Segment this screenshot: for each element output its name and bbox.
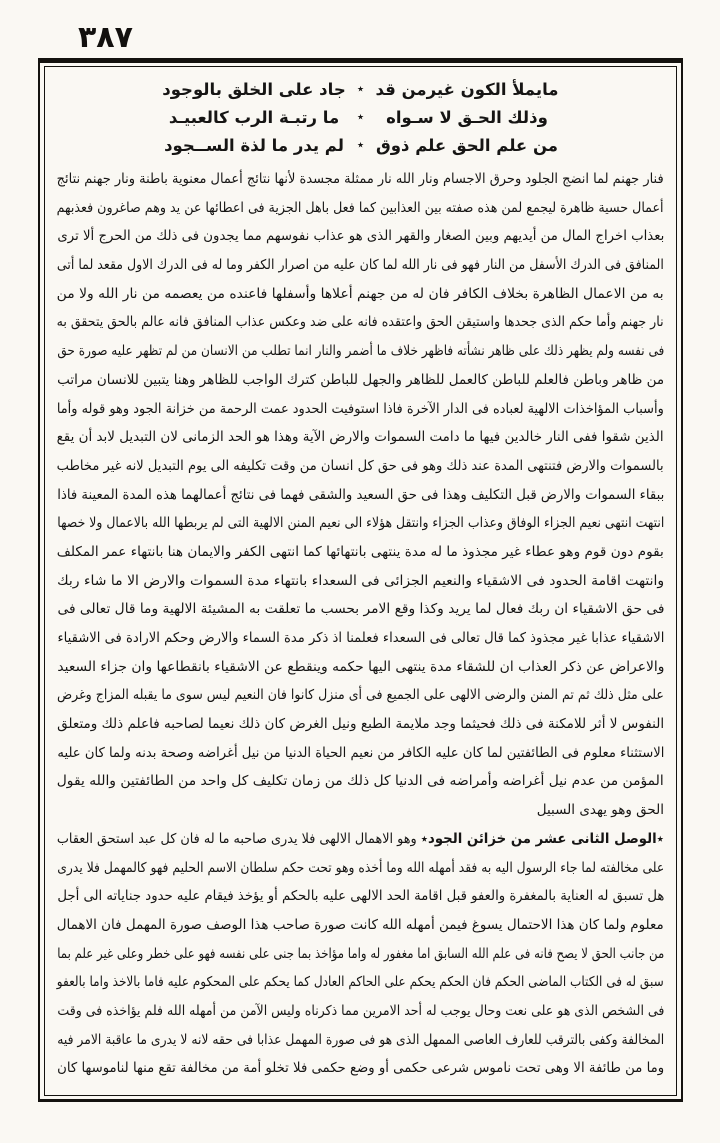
page-inner-frame (44, 66, 677, 1096)
section-heading: ٭الوصل الثانى عشر من خزائن الجود٭ (420, 830, 664, 847)
text-line: بالسموات والارض فتنتهى المدة عند ذلك وهو فى حق كل انسان من وقت تكليفه الى يوم التبديل لانه غير مخاطب (57, 457, 664, 474)
text-line: والاعراض عن ذكر العذاب ان للشقاء مدة ينتهى اليها حكمه وينقطع عن الاشقياء بانقطاعها وان جزاء السعيد (57, 658, 664, 675)
verse-separator-icon: ٭ (356, 109, 365, 125)
text-line: سبق له فى الكتاب الماضى الحكم فان الحكم يحكم على الحاكم العادل كما يحكم على المحكوم عليه فاما بالاخذ واما بالعفو (57, 974, 664, 991)
text-line: فنار جهنم لما انضج الجلود وحرق الاجسام ونار الله نار ممثلة مجسدة لأنها نتائج أعمال معنوية باطنة ونار جهنم نتائج (57, 171, 664, 187)
paragraph-end-line: الحق وهو يهدى السبيل (536, 802, 664, 819)
text-line: المخالفة وكفى بالترقب للعارف العاصى الممهل الذى هو فى صورة المهمل عذابا فى حقه لانه لا يدرى ما عاقبة الامر فيه (57, 1031, 664, 1048)
text-line: هل تسبق له العناية بالمغفرة والعفو قبل اقامة الحد الالهى عليه بالحكم أو يؤخذ فيقام عليه حدود جناياته الى أجل (57, 888, 664, 905)
verse-separator-icon: ٭ (356, 137, 365, 153)
text-line: الاشقياء عذابا غير مجذوذ كما قال تعالى فى السعداء فعلمنا اذ ذكر مدة السماء والارض وحكم الارادة فى الاشقياء (57, 630, 664, 646)
verse-hemistich: ما رتبـة الرب كالعبيـد (168, 107, 340, 127)
text-line: بعذاب اخراج المال من أيديهم وبين الصغار والقهر الذى هو عذاب نفوسهم مما يجدون فى ذلك من الحرج ألا ترى (57, 228, 664, 245)
text-line: فى الشخص الذى هو على نعت وحال يوجب له أحد الامرين مما ذكرناه وليس الآمن من أمهله الله فلم يؤاخذه فى وقت (57, 1002, 664, 1019)
text-line: المؤمن من عدم نيل أغراضه وأمراضه فى الدنيا كل ذلك من زمان تكليف كل واحد من الطائفتين والله يقول (57, 773, 664, 790)
text-line: الاستثناء معلوم فى الطائفتين لما كان عليه الكافر من نعيم الحياة الدنيا من نيل أغراضه وصحة بدنه ولما كان عليه (57, 744, 664, 761)
text-line: فى نفسه ولم يظهر ذلك على ظاهر نشأته فاظهر خلاف ما أضمر والنار انما تطلب من الانسان من لم تظهر عليه صورة حق (57, 343, 664, 360)
text-line: من ظاهر وباطن فالعلم للباطن كالعمل للظاهر والجهل للباطن كترك الواجب للظاهر وهنا يتبين للانسان مراتب (57, 371, 664, 388)
section-heading-line (57, 825, 664, 854)
verse-hemistich: وذلك الحـق لا سـواه (386, 107, 548, 127)
main-text-block (57, 165, 664, 1083)
text-line: نار جهنم وأما حكم الذى جحدها واستيقن الحق واعتقده فانه على ضد وعكس عذاب المنافق فانه عالم بالحق يتحقق به (57, 314, 664, 331)
section-opening-text: وهو الاهمال الالهى فلا يدرى صاحبه ما له فان كل عبد استحق العقاب (57, 830, 421, 847)
text-line: على مخالفته لما جاء الرسول اليه به فقد أمهله الله وما أخذه وهو تحت حكم سلطان الاسم الحليم فهو كالمهمل فلا يدرى (57, 859, 664, 876)
verse-separator-icon: ٭ (356, 81, 365, 97)
text-line: وأسباب المؤاخذات الالهية لعباده فى الدار الآخرة فاذا استوفيت الحدود عمت الرحمة من خزانة الجود وهو قوله وأما (57, 400, 664, 417)
verse-hemistich: لم يدر ما لذة الســجود (164, 135, 344, 155)
text-line: النفوس لا أثر للامكنة فى ذلك فحيثما وجد ملايمة الطبع ونيل الغرض كان ذلك نعيما لصاحبه فاعلم ذلك ومتعلق (57, 716, 664, 733)
text-line: على مثل ذلك ثم تم المنن والرضى الالهى على الجميع فى أى منزل كانوا فان النعيم ليس سوى ما يقبله المزاج وغرض (57, 687, 664, 704)
text-line: وما من طائفة الا وهى تحت ناموس شرعى حكمى أو وضع حكمى فلا تخلو أمة من مخالفة تقع منها لناموسها كان (57, 1060, 664, 1077)
text-line: انتهت انتهى نعيم الجزاء الوفاق وعذاب الجزاء وانتقل هؤلاء الى نعيم المنن الالهية التى لم يربطها الله بالاعمال ولا خصها (57, 515, 664, 532)
verse-hemistich: جاد على الخلق بالوجود (162, 79, 346, 99)
text-line: الذين شقوا ففى النار خالدين فيها ما دامت السموات والارض الآية وهذا هو الحد الزمانى لان التبديل لابد أن يقع (57, 429, 664, 446)
verse-hemistich: من علم الحق علم ذوق (375, 135, 559, 155)
text-line: بقوم دون قوم وهو عطاء غير مجذوذ ما له مدة ينتهى بانتهائها كما انتهى الكفر والايمان هنا بانتهاء عمر المكلف (57, 543, 664, 560)
verse-hemistich: مايملأ الكون غيرمن قد (375, 79, 559, 99)
verse-line (161, 75, 561, 103)
text-line: معلوم ولما كان هذا الاحتمال يسوغ فيمن أمهله الله كانت صورة صاحب هذا الوصف صورة المهمل فان الاهمال (57, 916, 664, 933)
text-line: من جانب الحق لا يصح فانه فى علم الله السابق اما مغفور له واما مؤاخذ بما جنى على نفسه فهو على خطر وعلى غير علم بما (57, 945, 664, 962)
text-line: ببقاء السموات والارض قبل التكليف وهذا فى حق السعيد والشقى فهما فى نتائج أعمالهما هذه المدة المعينة فاذا (57, 486, 664, 503)
page-number: ٣٨٧ (78, 20, 133, 55)
verse-line (161, 131, 561, 159)
text-line: وانتهت اقامة الحدود فى الاشقياء والنعيم الجزائى فى السعداء بانتهاء مدة السموات والارض الا ما شاء ربك (57, 572, 664, 589)
text-line: فى حق الاشقياء ان ربك فعال لما يريد وكذا وقع الامر بحسب ما تعلقت به المشيئة الالهية وما قال تعالى فى (57, 601, 664, 618)
poetry-block (161, 75, 561, 159)
text-line: المنافق فى الدرك الأسفل من النار فهو فى نار الله لما كان عليه من اصرار الكفر وما له فى الدرك الاول مقعد لما أتى (57, 257, 664, 274)
text-line: أعمال حسية ظاهرة ليجمع لمن هذه صفته بين العذابين كما فعل باهل الجزية فى اعطائها عن يد وهم صاغرون فعذبهم (57, 199, 664, 216)
text-line: به من الاعمال الظاهرة بخلاف الكافر فان له من جهنم أعلاها وأسفلها فاعنده من يعصمه من نار الله ولا من (57, 285, 664, 302)
page-border-frame (38, 58, 683, 1102)
verse-line (161, 103, 561, 131)
